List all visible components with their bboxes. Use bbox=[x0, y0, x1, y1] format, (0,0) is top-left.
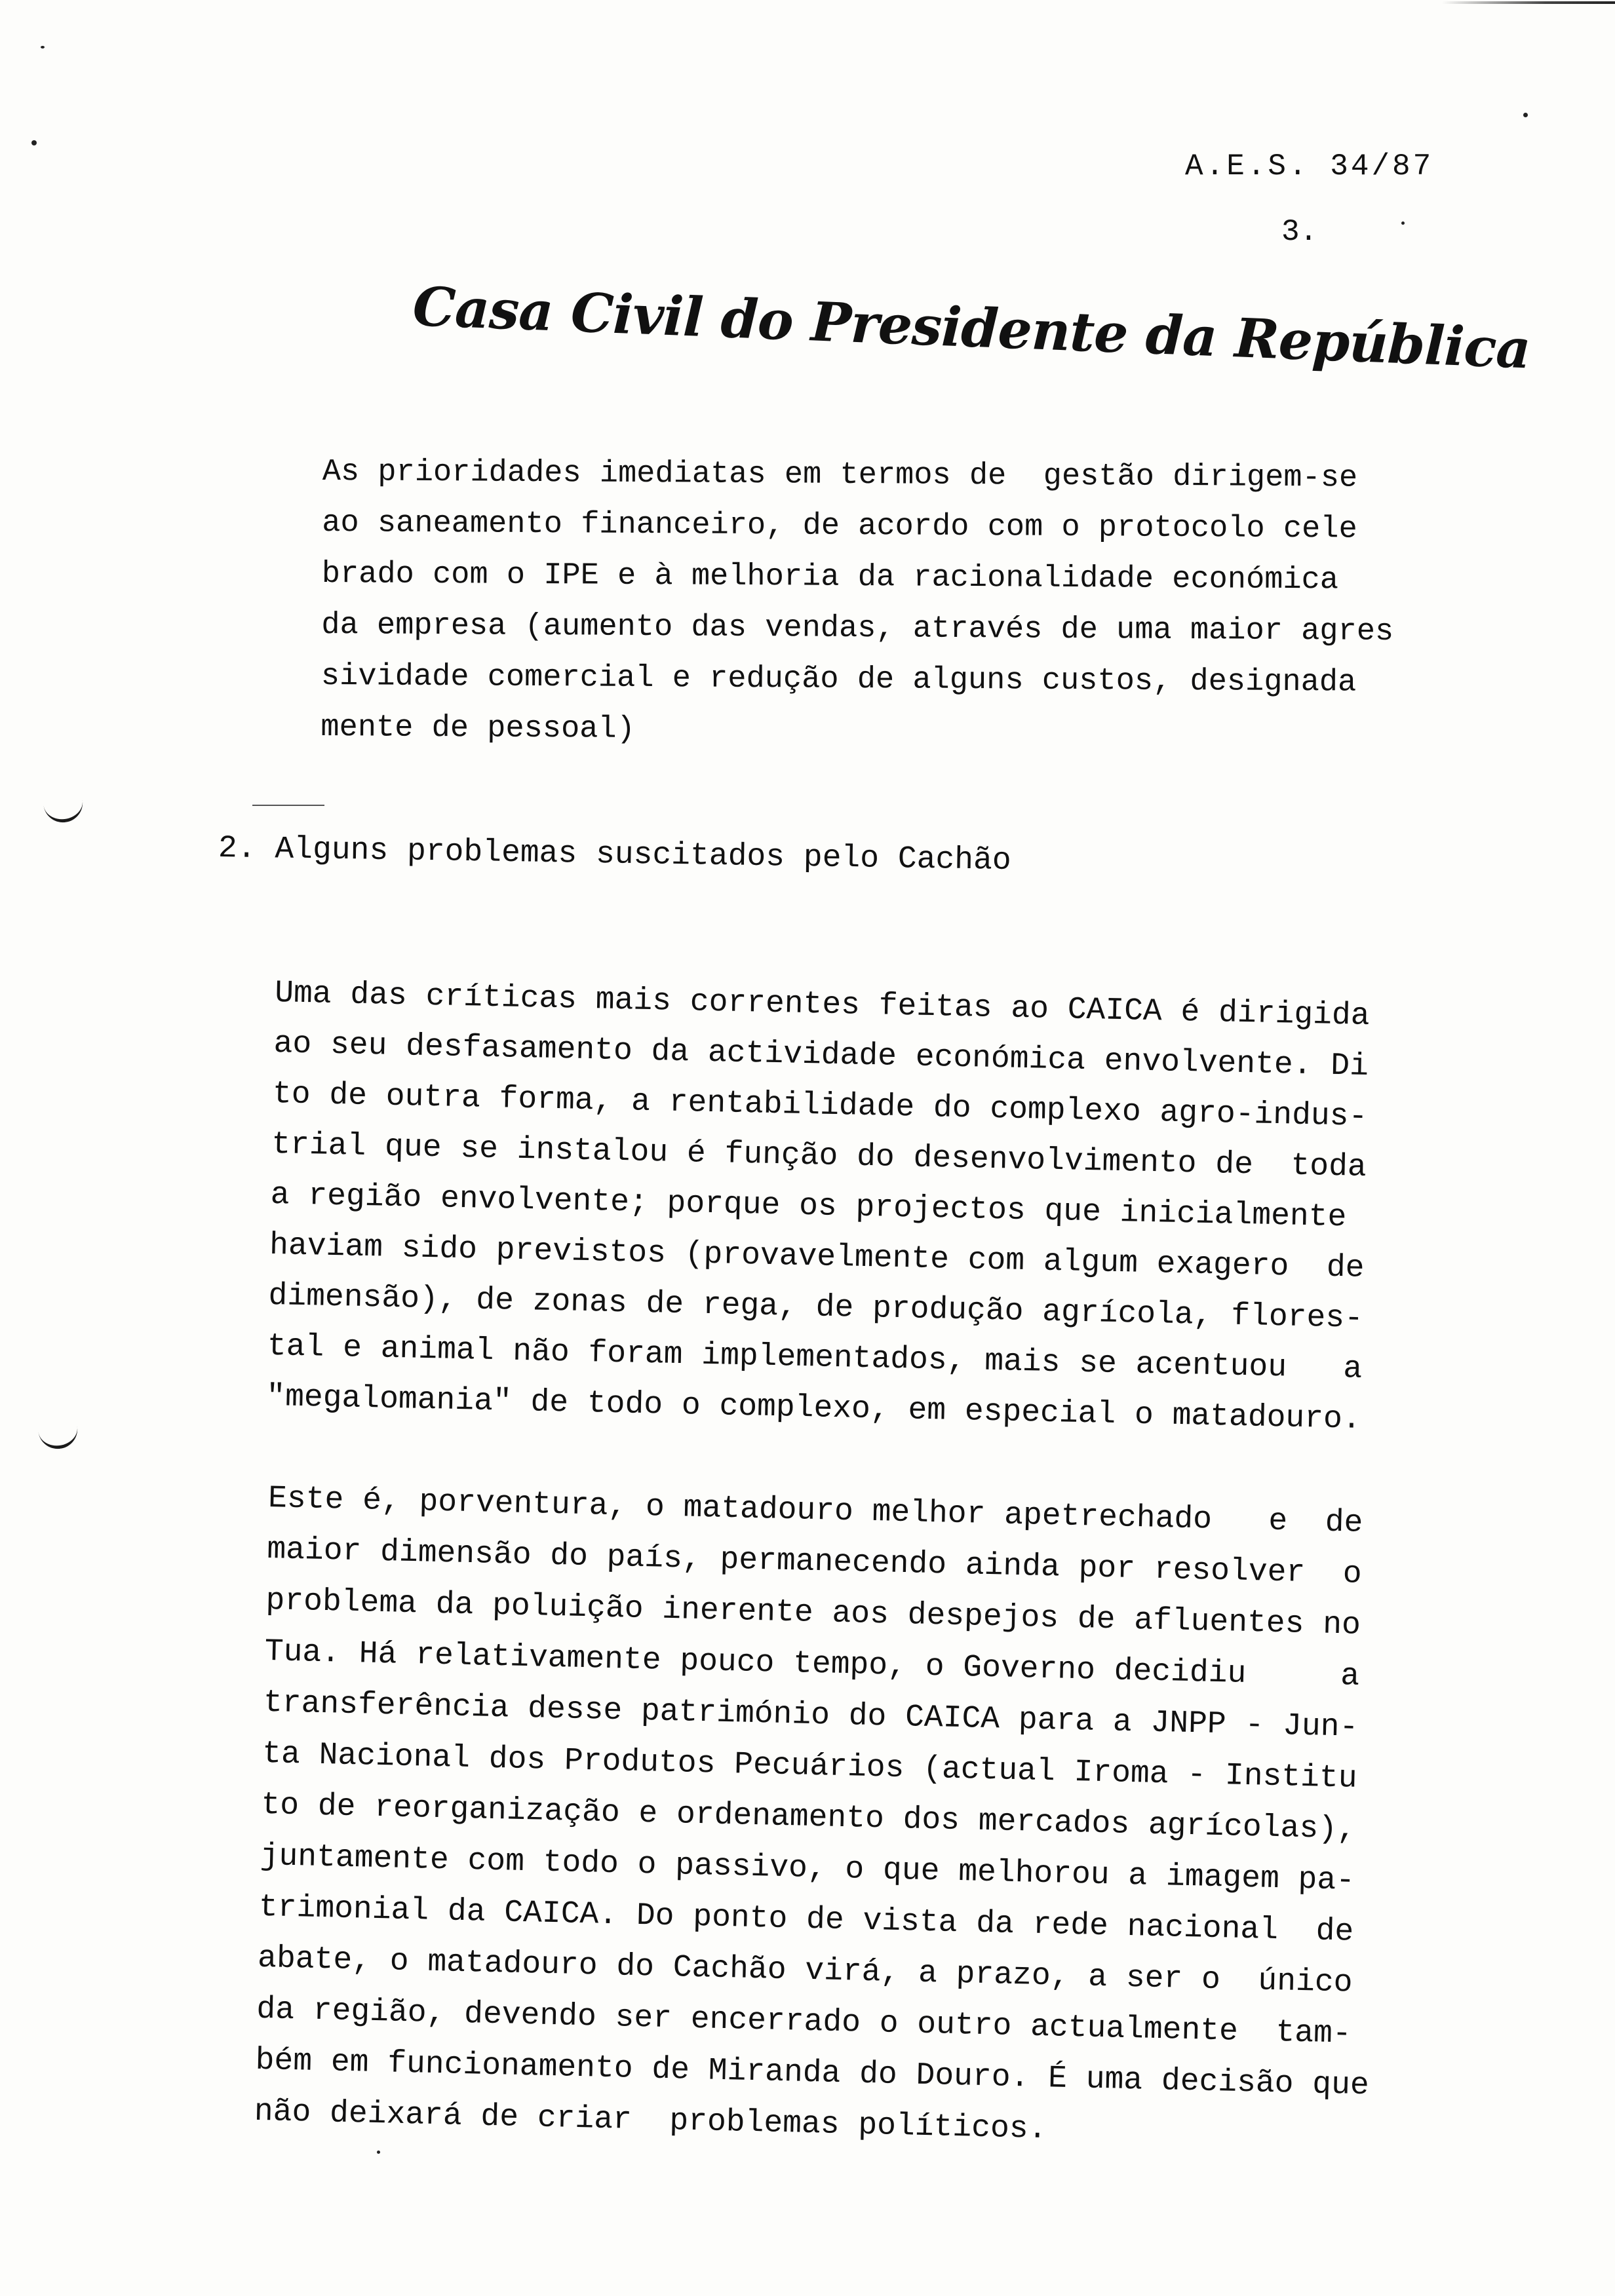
document-reference: A.E.S. 34/87 bbox=[1185, 149, 1434, 183]
punch-hole-mark bbox=[43, 798, 85, 825]
letterhead: Casa Civil do Presidente da República bbox=[412, 275, 1532, 381]
section-heading: 2. Alguns problemas suscitados pelo Cachão bbox=[218, 831, 1012, 879]
scan-dash bbox=[252, 805, 324, 806]
text-line: transferência desse património do CAICA para a JNPP - Jun- bbox=[263, 1685, 1359, 1746]
text-line: dimensão), de zonas de rega, de produção agrícola, flores- bbox=[267, 1278, 1364, 1337]
text-line: maior dimensão do país, permanecendo ainda por resolver o bbox=[266, 1531, 1363, 1592]
scan-speck bbox=[377, 2151, 380, 2154]
punch-hole-mark bbox=[38, 1425, 80, 1451]
text-line: "megalomania" de todo o complexo, em especial o matadouro. bbox=[265, 1379, 1362, 1438]
text-line: não deixará de criar problemas políticos. bbox=[254, 2094, 1047, 2148]
text-line: trial que se instalou é função do desenvolvimento de toda bbox=[271, 1126, 1367, 1185]
text-line: Uma das críticas mais correntes feitas ao CAICA é dirigida bbox=[274, 975, 1371, 1034]
text-line: haviam sido previstos (provavelmente com algum exagero de bbox=[269, 1227, 1365, 1286]
text-line: a região envolvente; porque os projectos que inicialmente bbox=[270, 1177, 1347, 1236]
scan-speck bbox=[1401, 221, 1405, 225]
text-line: bém em funcionamento de Miranda do Douro. É uma decisão que bbox=[255, 2042, 1370, 2104]
text-line: trimonial da CAICA. Do ponto de vista da rede nacional de bbox=[258, 1889, 1354, 1950]
scan-speck bbox=[31, 140, 37, 145]
section-paragraph-2 bbox=[254, 1473, 1382, 2162]
section-paragraph-1 bbox=[265, 968, 1370, 1445]
text-line: Este é, porventura, o matadouro melhor apetrechado e de bbox=[267, 1480, 1363, 1541]
text-line: Tua. Há relativamente pouco tempo, o Governo decidiu a bbox=[264, 1634, 1360, 1694]
text-line: to de reorganização e ordenamento dos mercados agrícolas), bbox=[260, 1787, 1357, 1848]
scan-edge-mark bbox=[1442, 1, 1615, 4]
page-number: 3. bbox=[1281, 215, 1318, 249]
text-line: tal e animal não foram implementados, mais se acentuou a bbox=[267, 1328, 1363, 1387]
text-line: da empresa (aumento das vendas, através de uma maior agres bbox=[321, 607, 1394, 649]
text-line: juntamente com todo o passivo, o que melhorou a imagem pa- bbox=[260, 1838, 1355, 1899]
text-line: ta Nacional dos Produtos Pecuários (actual Iroma - Institu bbox=[262, 1736, 1358, 1797]
text-line: ao saneamento financeiro, de acordo com o protocolo cele bbox=[322, 505, 1357, 547]
text-line: As prioridades imediatas em termos de gestão dirigem-se bbox=[322, 454, 1358, 496]
text-line: mente de pessoal) bbox=[321, 710, 636, 747]
text-line: da região, devendo ser encerrado o outro actualmente tam- bbox=[256, 1991, 1352, 2052]
scan-speck bbox=[41, 46, 45, 48]
text-line: to de outra forma, a rentabilidade do complexo agro-indus- bbox=[272, 1076, 1368, 1135]
text-line: problema da poluição inerente aos despejos de afluentes no bbox=[265, 1582, 1361, 1643]
text-line: abate, o matadouro do Cachão virá, a prazo, a ser o único bbox=[257, 1940, 1353, 2001]
text-line: sividade comercial e redução de alguns custos, designada bbox=[321, 659, 1357, 700]
scan-speck bbox=[1523, 113, 1528, 117]
intro-paragraph bbox=[321, 447, 1395, 760]
text-line: brado com o IPE e à melhoria da racionalidade económica bbox=[321, 556, 1339, 598]
text-line: ao seu desfasamento da actividade económica envolvente. Di bbox=[273, 1025, 1369, 1084]
